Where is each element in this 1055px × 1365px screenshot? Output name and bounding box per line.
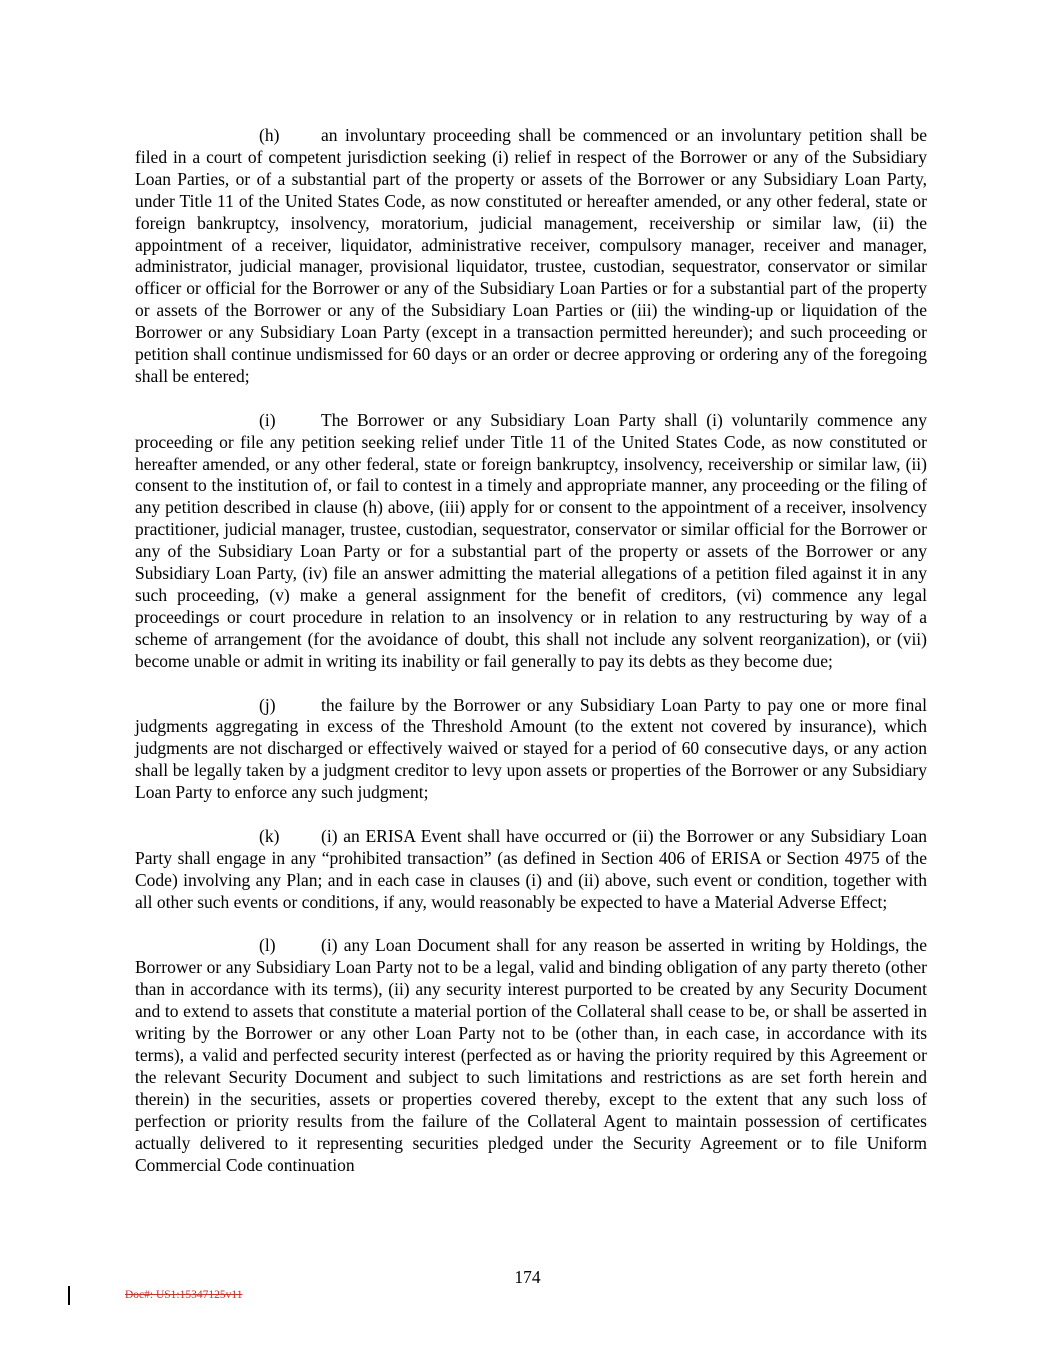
- clause-marker: (h): [259, 125, 280, 145]
- clause-marker: (j): [259, 694, 276, 715]
- page-number: 174: [514, 1267, 541, 1287]
- document-id-footer: Doc#: US1:15347125v11: [125, 1289, 243, 1301]
- clause-i: [135, 410, 927, 673]
- body-text: [135, 125, 927, 1176]
- clause-text: (i) an ERISA Event shall have occurred or (ii) the Borrower or any Subsidiary Loan Party shall engage in any “prohibited transaction” (as defined in Section 406 of ERISA or Section 4975 of the Code) involving any Plan; and in each case in clauses (i) and (ii) above, such event or condition, together with all other such events or conditions, if any, would reasonably be expected to have a Material Adverse Effect;: [135, 825, 927, 912]
- clause-text: (i) any Loan Document shall for any reason be asserted in writing by Holdings, the Borrower or any Subsidiary Loan Party not to be a legal, valid and binding obligation of any party thereto (other than in accordance with its terms), (ii) any security interest purported to be created by any Security Document and to extend to assets that constitute a material portion of the Collateral shall cease to be, or shall be asserted in writing by the Borrower or any other Loan Party not to be (other than, in each case, in accordance with its terms), a valid and perfected security interest (perfected as or having the priority required by this Agreement or the relevant Security Document and subject to such limitations and restrictions as are set forth herein and therein) in the securities, assets or properties covered thereby, except to the extent that any such loss of perfection or priority results from the failure of the Collateral Agent to maintain possession of certificates actually delivered to it representing securities pledged under the Security Agreement or to file Uniform Commercial Code continuation: [135, 935, 927, 1175]
- clause-h: [135, 125, 927, 388]
- clause-j: [135, 695, 927, 805]
- clause-text: The Borrower or any Subsidiary Loan Party shall (i) voluntarily commence any proceeding or file any petition seeking relief under Title 11 of the United States Code, as now constituted or hereafter amended, or any other federal, state or foreign bankruptcy, insolvency, receivership or similar law, (ii) consent to the institution of, or fail to contest in a timely and appropriate manner, any proceeding or the filing of any petition described in clause (h) above, (iii) apply for or consent to the appointment of a receiver, insolvency practitioner, judicial manager, trustee, custodian, sequestrator, conservator or similar official for the Borrower or any of the Subsidiary Loan Party or for a substantial part of the property or assets of the Borrower or any Subsidiary Loan Party, (iv) file an answer admitting the material allegations of a petition filed against it in any such proceeding, (v) make a general assignment for the benefit of creditors, (vi) commence any legal proceedings or court procedure in relation to an insolvency or in relation to any restructuring by way of a scheme of arrangement (for the avoidance of doubt, this shall not include any solvent reorganization), or (vii) become unable or admit in writing its inability or fail generally to pay its debts as they become due;: [135, 409, 927, 671]
- revision-change-bar: [68, 1286, 70, 1305]
- clause-k: [135, 826, 927, 914]
- clause-text: the failure by the Borrower or any Subsidiary Loan Party to pay one or more final judgments aggregating in excess of the Threshold Amount (to the extent not covered by insurance), which judgments are not discharged or effectively waived or stayed for a period of 60 consecutive days, or any action shall be legally taken by a judgment creditor to levy upon assets or properties of the Borrower or any Subsidiary Loan Party to enforce any such judgment;: [135, 694, 927, 803]
- clause-l: [135, 935, 927, 1176]
- clause-marker: (l): [259, 935, 276, 956]
- clause-marker: (k): [259, 825, 280, 846]
- clause-text: an involuntary proceeding shall be commenced or an involuntary petition shall be filed in a court of competent jurisdiction seeking (i) relief in respect of the Borrower or any of the Subsidiary Loan Parties, or of a substantial part of the property or assets of the Borrower or any Subsidiary Loan Party, under Title 11 of the United States Code, as now constituted or hereafter amended, or any other federal, state or foreign bankruptcy, insolvency, moratorium, judicial management, receivership or similar law, (ii) the appointment of a receiver, liquidator, administrative receiver, compulsory manager, receiver and manager, administrator, judicial manager, provisional liquidator, trustee, custodian, sequestrator, conservator or similar officer or official for the Borrower or any of the Subsidiary Loan Parties or for a substantial part of the property or assets of the Borrower or any of the Subsidiary Loan Parties or (iii) the winding-up or liquidation of the Borrower or any Subsidiary Loan Party (except in a transaction permitted hereunder); and such proceeding or petition shall continue undismissed for 60 days or an order or decree approving or ordering any of the foregoing shall be entered;: [135, 125, 927, 386]
- clause-marker: (i): [259, 409, 276, 430]
